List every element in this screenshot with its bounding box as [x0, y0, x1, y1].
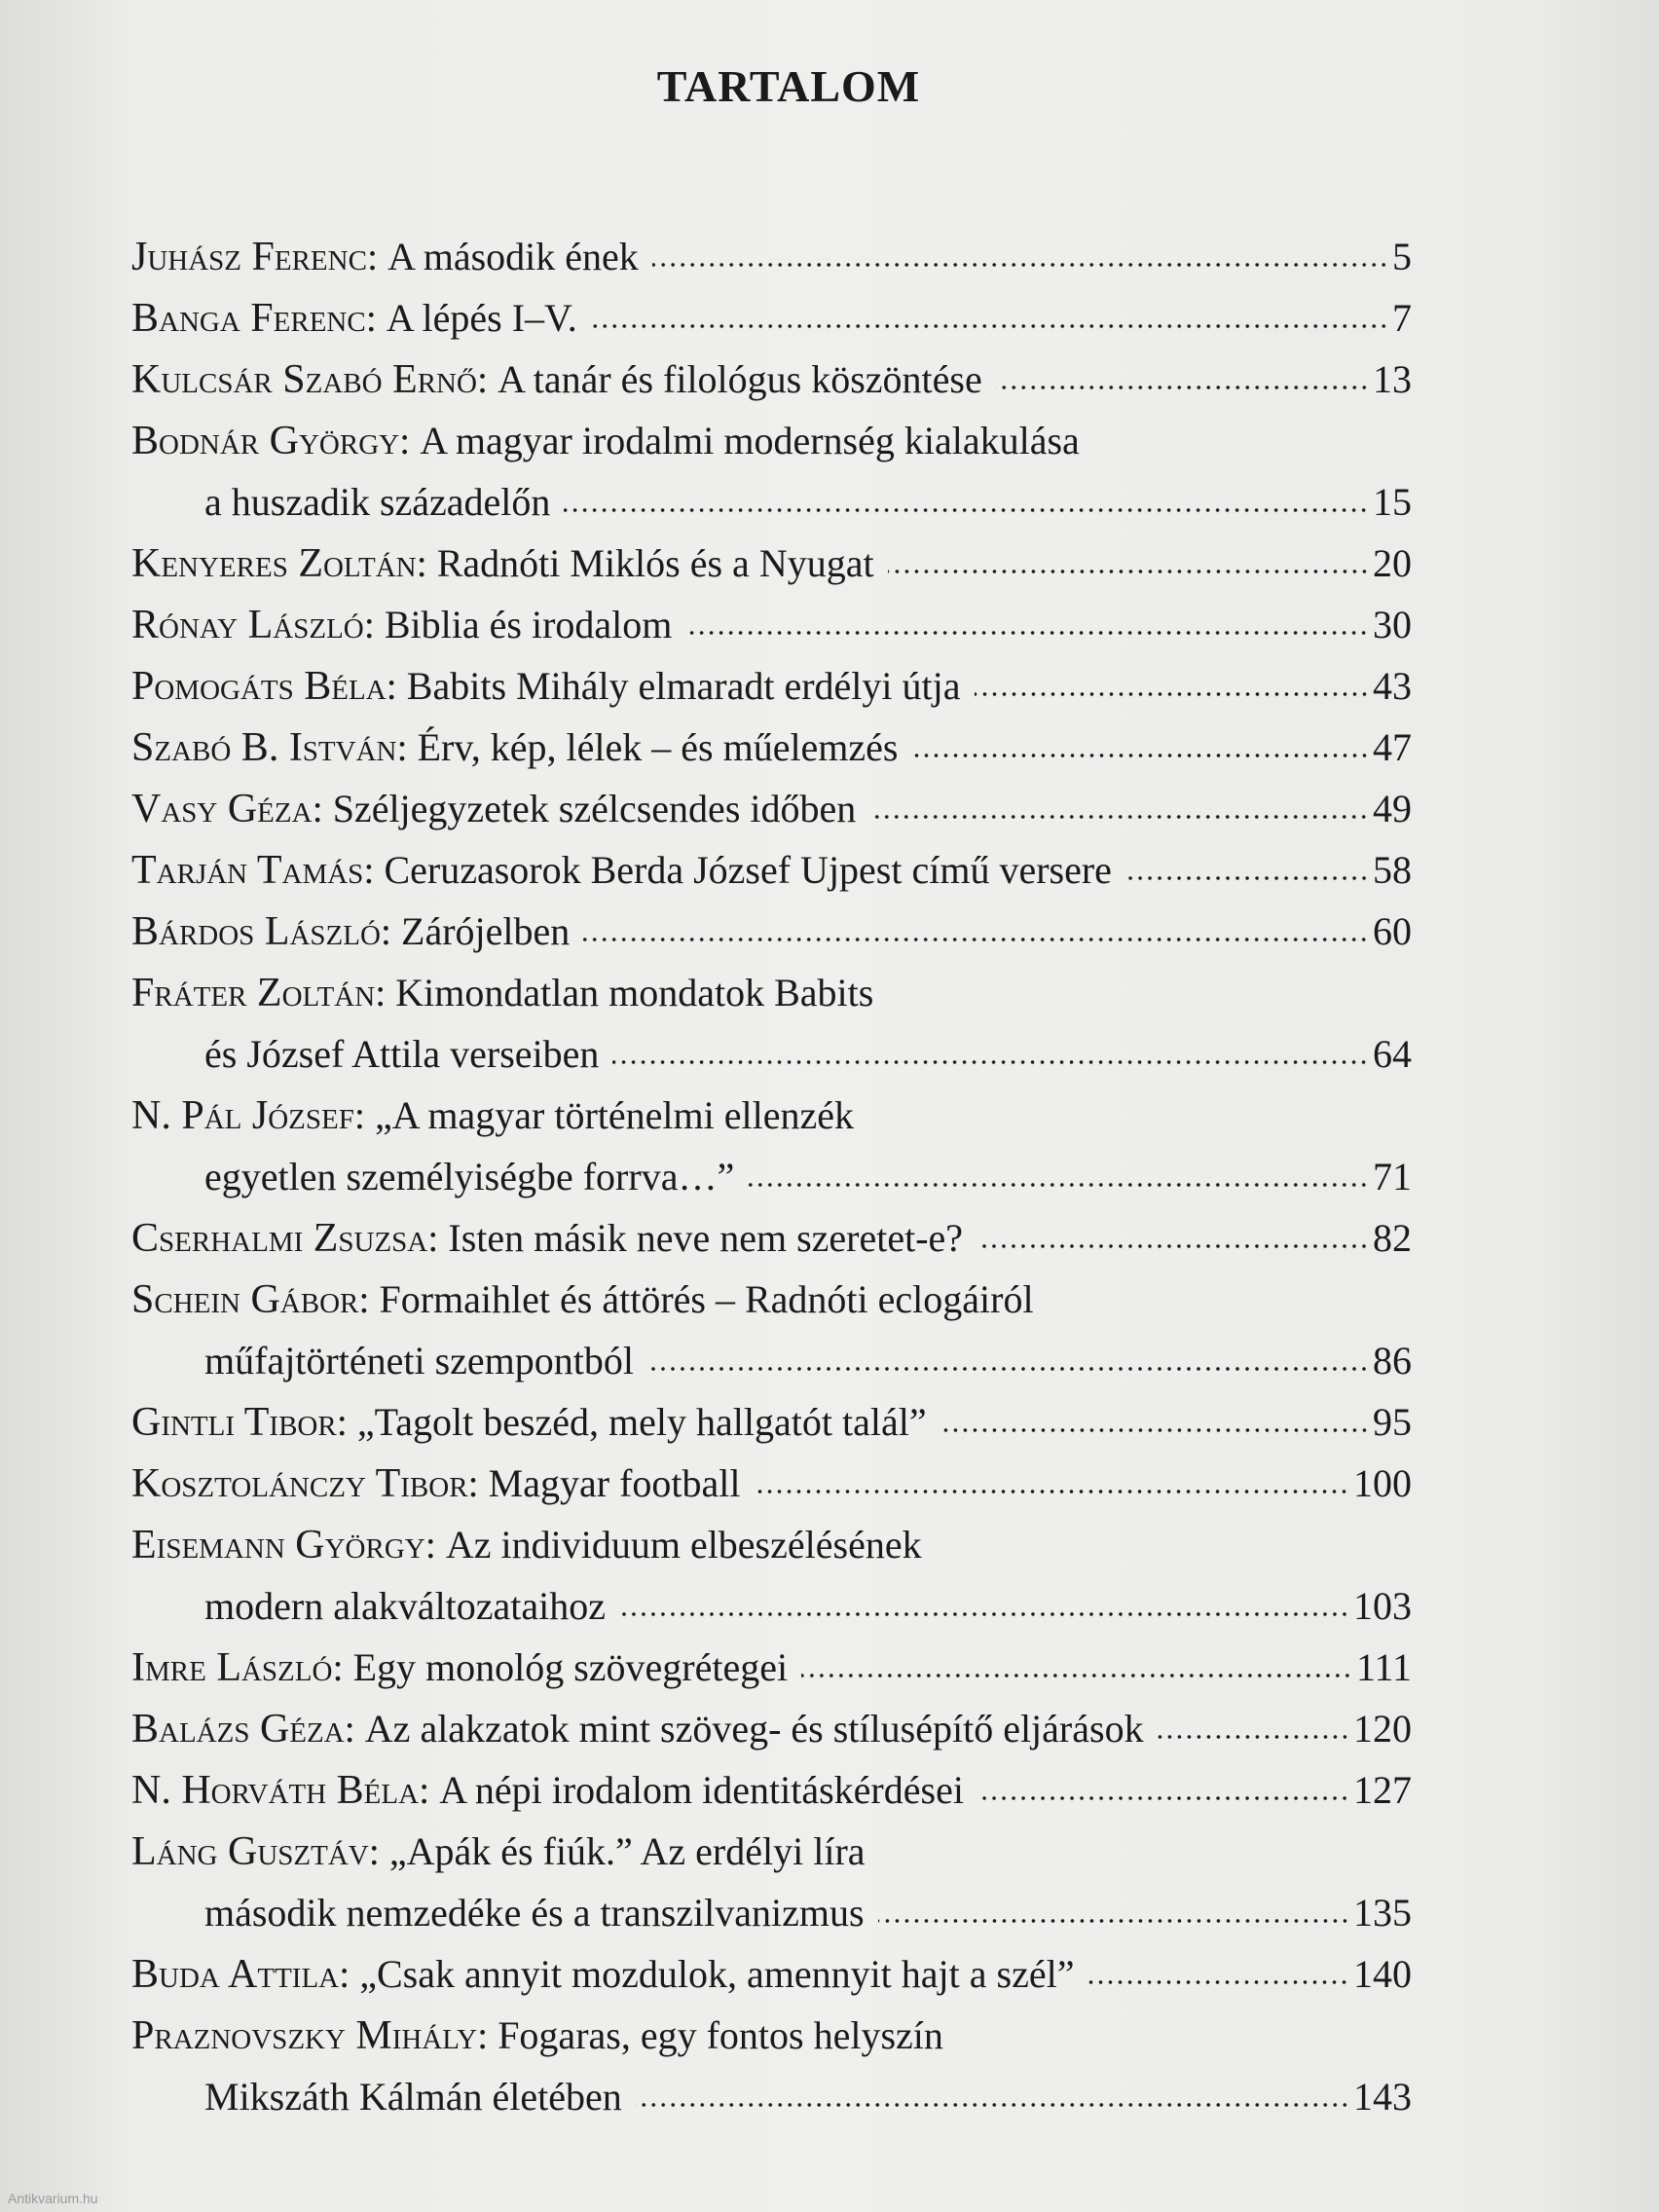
page-number: 49 [1373, 787, 1412, 830]
dot-leader [977, 1793, 1349, 1803]
toc-title: „Csak annyit mozdulok, amennyit hajt a szél” [359, 1952, 1075, 1996]
toc-title: Az individuum elbeszélésének [445, 1523, 922, 1567]
page-number: 30 [1373, 603, 1412, 646]
toc-line [131, 2005, 1412, 2066]
toc-entry [131, 1391, 1412, 1453]
dot-leader [748, 1180, 1369, 1190]
toc-title: Érv, kép, lélek – és műelemzés [417, 725, 899, 769]
toc-entry [131, 1637, 1412, 1698]
dot-leader [940, 1425, 1369, 1435]
toc-entry [131, 1698, 1412, 1759]
toc-entry [131, 1514, 1412, 1637]
toc-title: A második ének [387, 235, 639, 278]
toc-separator: : [396, 725, 418, 769]
toc-title: A népi irodalom identitáskérdései [439, 1768, 964, 1812]
toc-separator: : [336, 1400, 357, 1444]
toc-entry [131, 717, 1412, 778]
page-number: 58 [1373, 848, 1412, 892]
toc-line [131, 471, 1412, 533]
dot-leader [1158, 1732, 1349, 1742]
toc-line [131, 1146, 1412, 1207]
toc-title: Magyar football [488, 1461, 741, 1505]
page-number: 13 [1373, 357, 1412, 401]
toc-line [131, 1453, 1412, 1514]
dot-leader [996, 383, 1369, 392]
toc-line [131, 533, 1412, 594]
page-number: 100 [1353, 1461, 1412, 1505]
toc-author: Schein Gábor [131, 1277, 359, 1322]
dot-leader [652, 260, 1388, 270]
toc-author: Balázs Géza [131, 1707, 345, 1751]
toc-entry [131, 594, 1412, 655]
toc-line [131, 226, 1412, 287]
page-number: 127 [1353, 1768, 1412, 1812]
toc-line [131, 1330, 1412, 1391]
dot-leader [754, 1487, 1349, 1496]
page-number: 111 [1355, 1645, 1412, 1689]
toc-author: N. Horváth Béla [131, 1768, 420, 1813]
toc-separator: : [386, 664, 407, 708]
toc-entry [131, 349, 1412, 410]
toc-entry [131, 1453, 1412, 1514]
toc-title: műfajtörténeti szempontból [204, 1339, 634, 1382]
dot-leader [912, 751, 1370, 760]
toc-separator: : [427, 1216, 449, 1260]
page-number: 143 [1353, 2075, 1412, 2119]
toc-line [131, 717, 1412, 778]
toc-separator: : [312, 787, 333, 830]
toc-title: Zárójelben [401, 909, 571, 953]
toc-entry [131, 1207, 1412, 1269]
dot-leader [878, 1916, 1349, 1926]
toc-separator: : [353, 1093, 375, 1137]
toc-title: egyetlen személyiségbe forrva…” [204, 1155, 735, 1198]
watermark: Antikvarium.hu [8, 2191, 98, 2206]
toc-entry [131, 839, 1412, 901]
toc-line [131, 655, 1412, 717]
toc-separator: : [363, 603, 385, 646]
dot-leader [564, 505, 1369, 515]
toc-separator: : [365, 296, 387, 340]
toc-entry [131, 226, 1412, 287]
page-number: 7 [1392, 296, 1412, 340]
toc-title: A magyar irodalmi modernség kialakulása [420, 419, 1080, 462]
toc-line [131, 1269, 1412, 1330]
toc-line [131, 962, 1412, 1023]
page-number: 103 [1353, 1584, 1412, 1628]
toc-title: Széljegyzetek szélcsendes időben [332, 787, 857, 830]
toc-author: Imre László [131, 1645, 333, 1690]
toc-author: Kulcsár Szabó Ernő [131, 357, 477, 402]
toc-title: Mikszáth Kálmán életében [204, 2075, 622, 2119]
toc-title: Kimondatlan mondatok Babits [395, 971, 874, 1014]
toc-separator: : [358, 1277, 380, 1321]
toc-author: N. Pál József [131, 1093, 354, 1138]
toc-author: Fráter Zoltán [131, 971, 376, 1015]
toc-line [131, 1943, 1412, 2005]
toc-title: Egy monológ szövegrétegei [352, 1645, 789, 1689]
toc-author: Vasy Géza [131, 787, 313, 831]
toc-line [131, 349, 1412, 410]
toc-separator: : [424, 1523, 446, 1567]
toc-separator: : [419, 1768, 440, 1812]
toc-author: Láng Gusztáv [131, 1829, 369, 1874]
toc-title: Radnóti Miklós és a Nyugat [436, 541, 874, 585]
toc-entry [131, 1943, 1412, 2005]
toc-line [131, 839, 1412, 901]
toc-entry [131, 1085, 1412, 1207]
page-number: 71 [1373, 1155, 1412, 1198]
dot-leader [612, 1057, 1369, 1067]
toc-separator: : [363, 848, 385, 892]
dot-leader [1125, 873, 1369, 883]
toc-title: „Tagolt beszéd, mely hallgatót talál” [356, 1400, 927, 1444]
toc-title: a huszadik századelőn [204, 480, 551, 524]
toc-separator: : [339, 1952, 360, 1996]
toc-entry [131, 1821, 1412, 1943]
toc-author: Eisemann György [131, 1523, 425, 1567]
dot-leader [975, 689, 1369, 699]
toc-entry [131, 778, 1412, 839]
page-title: TARTALOM [656, 61, 921, 111]
toc-line [131, 1637, 1412, 1698]
toc-author: Buda Attila [131, 1952, 340, 1997]
dot-leader [801, 1671, 1352, 1680]
toc-author: Rónay László [131, 603, 364, 647]
toc-author: Szabó B. István [131, 725, 397, 770]
toc-author: Bodnár György [131, 419, 400, 463]
toc-separator: : [368, 1829, 389, 1873]
dot-leader [888, 567, 1369, 576]
toc-author: Cserhalmi Zsuzsa [131, 1216, 428, 1261]
toc-line [131, 410, 1412, 471]
toc-entry [131, 655, 1412, 717]
toc-separator: : [476, 357, 498, 401]
toc-title: A tanár és filológus köszöntése [498, 357, 982, 401]
toc-separator: : [344, 1707, 365, 1751]
toc-line [131, 1207, 1412, 1269]
toc-author: Bárdos László [131, 909, 381, 954]
dot-leader [583, 935, 1369, 944]
toc-entry [131, 410, 1412, 533]
toc-entry [131, 1269, 1412, 1391]
toc-separator: : [366, 235, 388, 278]
toc-separator: : [467, 1461, 489, 1505]
toc-title: „Apák és fiúk.” Az erdélyi líra [388, 1829, 866, 1873]
toc-line [131, 778, 1412, 839]
toc-author: Tarján Tamás [131, 848, 364, 893]
toc-separator: : [416, 541, 437, 585]
page-number: 5 [1392, 235, 1412, 278]
toc-entry [131, 533, 1412, 594]
page-number: 86 [1373, 1339, 1412, 1382]
toc-line [131, 901, 1412, 962]
toc-title: Biblia és irodalom [384, 603, 673, 646]
toc-line [131, 1698, 1412, 1759]
toc-author: Banga Ferenc [131, 296, 366, 341]
toc-line [131, 594, 1412, 655]
toc-title: „A magyar történelmi ellenzék [374, 1093, 854, 1137]
toc-title: és József Attila verseiben [204, 1032, 600, 1076]
toc-entry [131, 287, 1412, 349]
toc-author: Kosztolánczy Tibor [131, 1461, 468, 1506]
toc-separator: : [399, 419, 421, 462]
toc-entry [131, 901, 1412, 962]
dot-leader [977, 1241, 1369, 1251]
toc-author: Pomogáts Béla [131, 664, 387, 709]
toc-line [131, 1085, 1412, 1146]
toc-title: Az alakzatok mint szöveg- és stílusépítő eljárások [364, 1707, 1144, 1751]
page-number: 20 [1373, 541, 1412, 585]
toc-line [131, 2066, 1412, 2127]
page-number: 15 [1373, 480, 1412, 524]
toc-entry [131, 962, 1412, 1085]
page-number: 95 [1373, 1400, 1412, 1444]
dot-leader [685, 628, 1369, 638]
dot-leader [869, 812, 1369, 822]
dot-leader [647, 1364, 1369, 1374]
toc-title: Formaihlet és áttörés – Radnóti eclogáiról [379, 1277, 1034, 1321]
toc-author: Juhász Ferenc [131, 235, 367, 279]
toc-entry [131, 2005, 1412, 2127]
toc-separator: : [332, 1645, 353, 1689]
toc-separator: : [380, 909, 402, 953]
dot-leader [636, 2100, 1349, 2110]
page-number: 47 [1373, 725, 1412, 769]
toc-entry [131, 1759, 1412, 1821]
toc-title: A lépés I–V. [386, 296, 577, 340]
toc-title: Ceruzasorok Berda József Ujpest című versere [384, 848, 1112, 892]
toc-title: Babits Mihály elmaradt erdélyi útja [406, 664, 961, 708]
toc-line [131, 1821, 1412, 1882]
toc-author: Kenyeres Zoltán [131, 541, 417, 586]
toc-line [131, 1575, 1412, 1637]
dot-leader [591, 321, 1388, 331]
toc-title: második nemzedéke és a transzilvanizmus [204, 1891, 865, 1935]
toc-separator: : [375, 971, 396, 1014]
dot-leader [619, 1609, 1349, 1619]
table-of-contents [131, 226, 1412, 2127]
page-number: 60 [1373, 909, 1412, 953]
page-number: 120 [1353, 1707, 1412, 1751]
toc-author: Gintli Tibor [131, 1400, 337, 1445]
toc-title: modern alakváltozataihoz [204, 1584, 607, 1628]
dot-leader [1088, 1977, 1349, 1987]
toc-line [131, 287, 1412, 349]
toc-separator: : [477, 2013, 498, 2057]
toc-line [131, 1514, 1412, 1575]
page-number: 135 [1353, 1891, 1412, 1935]
toc-line [131, 1023, 1412, 1085]
toc-title: Isten másik neve nem szeretet-e? [448, 1216, 964, 1260]
page-number: 140 [1353, 1952, 1412, 1996]
toc-line [131, 1882, 1412, 1943]
page-number: 43 [1373, 664, 1412, 708]
page-number: 64 [1373, 1032, 1412, 1076]
page-number: 82 [1373, 1216, 1412, 1260]
toc-author: Praznovszky Mihály [131, 2013, 478, 2058]
toc-title: Fogaras, egy fontos helyszín [498, 2013, 943, 2057]
toc-line [131, 1391, 1412, 1453]
toc-line [131, 1759, 1412, 1821]
